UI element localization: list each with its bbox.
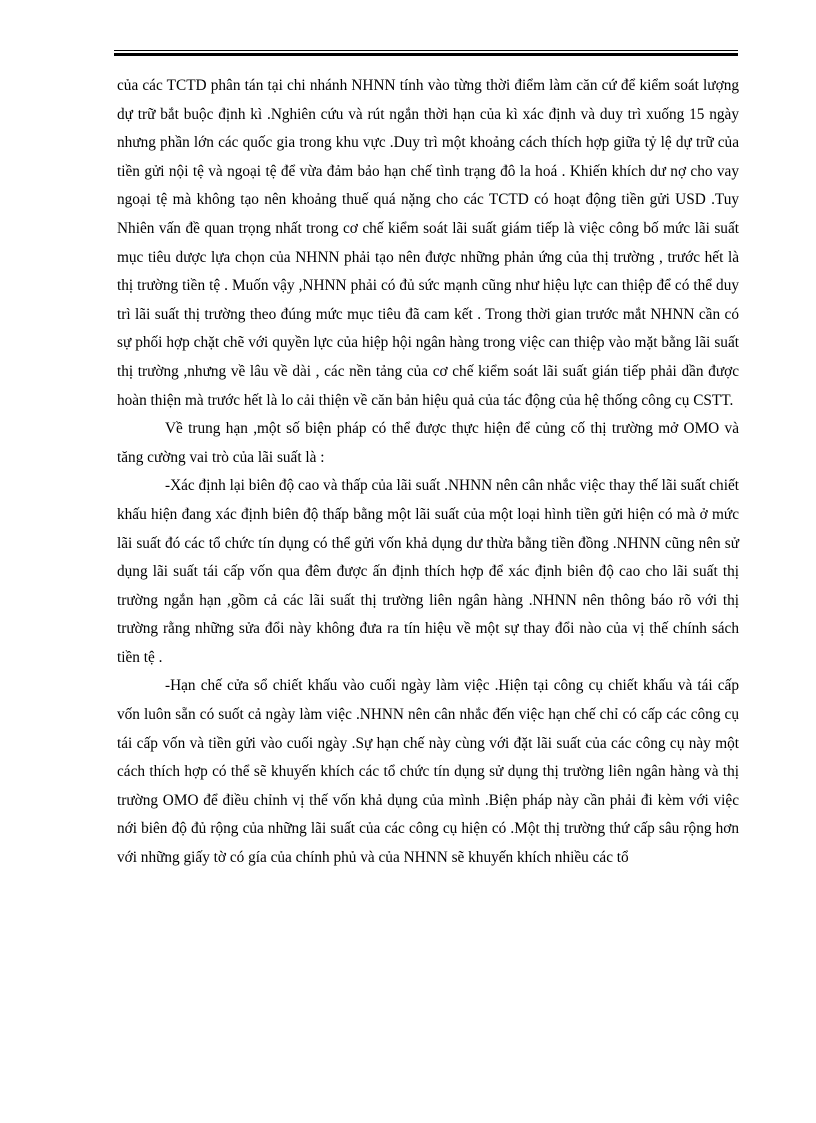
- document-body: [117, 72, 739, 873]
- header-rule: [114, 50, 738, 56]
- paragraph-3: -Xác định lại biên độ cao và thấp của lãi suất .NHNN nên cân nhắc việc thay thế lãi suất chiết khấu hiện đang xác định biên độ thấp bằng một lãi suất của một loại hình tiền gửi hiện có mà ở mức lãi suất đó các tổ chức tín dụng có thể gửi vốn khả dụng dư thừa bằng tiền đồng .NHNN cũng nên sử dụng lãi suất tái cấp vốn qua đêm được ấn định thích hợp để xác định biên độ cao cho lãi suất thị trường ngắn hạn ,gồm cả các lãi suất thị trường liên ngân hàng .NHNN nên thông báo rõ với thị trường rằng những sửa đổi này không đưa ra tín hiệu về một sự thay đổi nào của vị thế chính sách tiền tệ .: [117, 477, 739, 666]
- paragraph-2: Về trung hạn ,một số biện pháp có thể được thực hiện để củng cố thị trường mở OMO và tăng cường vai trò của lãi suất là :: [117, 420, 739, 466]
- paragraph-1: của các TCTD phân tán tại chi nhánh NHNN tính vào từng thời điểm làm căn cứ để kiểm soát lượng dự trữ bắt buộc định kì .Nghiên cứu và rút ngắn thời hạn của kì xác định và duy trì xuống 15 ngày nhưng phần lớn các quốc gia trong khu vực .Duy trì một khoảng cách thích hợp giữa tỷ lệ dự trữ của tiền gửi nội tệ và ngoại tệ để vừa đảm bảo hạn chế tình trạng đô la hoá . Khiến khích dư nợ cho vay ngoại tệ mà không tạo nên khoảng thuế quá nặng cho các TCTD có hoạt động tiền gửi USD .Tuy Nhiên vấn đề quan trọng nhất trong cơ chế kiểm soát lãi suất giám tiếp là việc công bố mức lãi suất mục tiêu dược lựa chọn của NHNN phải tạo nên được những phản ứng của thị trường , trước hết là thị trường tiền tệ . Muốn vậy ,NHNN phải có đủ sức mạnh cũng như hiệu lực can thiệp để có thể duy trì lãi suất thị trường theo đúng mức mục tiêu đã cam kết . Trong thời gian trước mắt NHNN cần có sự phối hợp chặt chẽ với quyền lực của hiệp hội ngân hàng trong việc can thiệp vào mặt bằng lãi suất thị trường ,nhưng về lâu về dài , các nền tảng của cơ chế kiểm soát lãi suất gián tiếp phải dần được hoàn thiện mà trước hết là lo cải thiện về căn bản hiệu quả của tác động của hệ thống công cụ CSTT.: [117, 77, 739, 409]
- paragraph-4: -Hạn chế cửa sổ chiết khấu vào cuối ngày làm việc .Hiện tại công cụ chiết khấu và tái cấp vốn luôn sẵn có suốt cả ngày làm việc .NHNN nên cân nhắc đến việc hạn chế chỉ có cấp các công cụ tái cấp vốn và tiền gửi vào cuối ngày .Sự hạn chế này cùng với đặt lãi suất của các công cụ này một cách thích hợp có thể sẽ khuyến khích các tổ chức tín dụng sử dụng thị trường liên ngân hàng và thị trường OMO để điều chỉnh vị thế vốn khả dụng của mình .Biện pháp này cần phải đi kèm với việc nới biên độ đủ rộng của những lãi suất của các công cụ hiện có .Một thị trường thứ cấp sâu rộng hơn với những giấy tờ có gía của chính phủ và của NHNN sẽ khuyến khích nhiều các tổ: [117, 677, 739, 867]
